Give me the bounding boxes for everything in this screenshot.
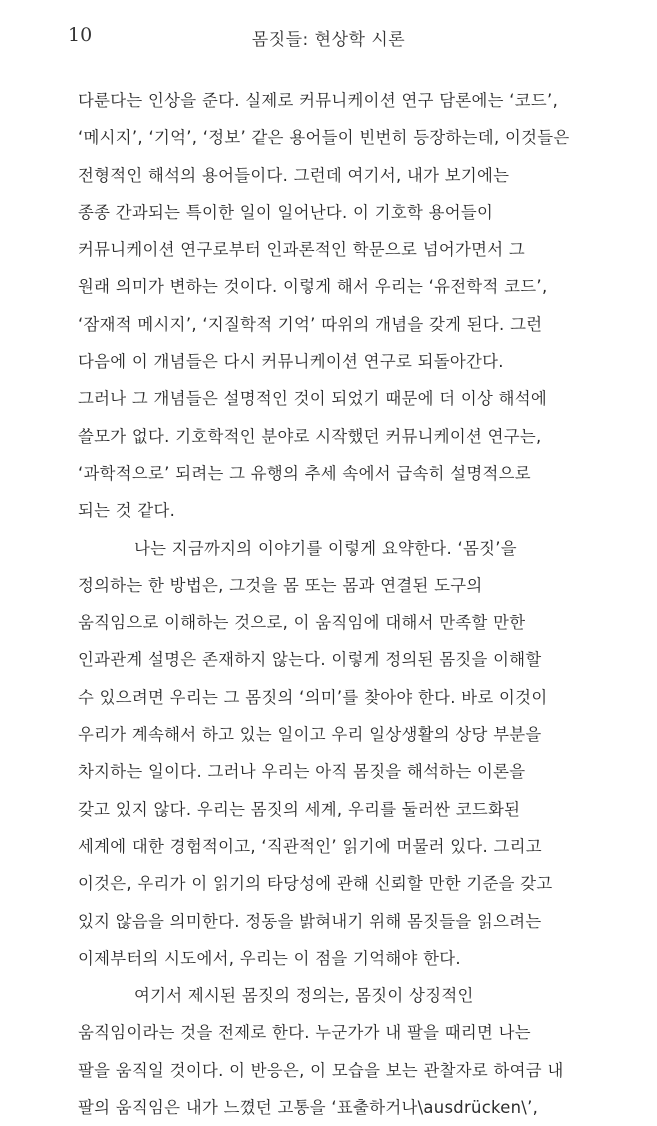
text-line: 이제부터의 시도에서, 우리는 이 점을 기억해야 한다. [78, 948, 461, 968]
text-line: 정의하는 한 방법은, 그것을 몸 또는 몸과 연결된 도구의 [78, 575, 483, 595]
text-line: 쓸모가 없다. 기호학적인 분야로 시작했던 커뮤니케이션 연구는, [78, 426, 542, 446]
paragraph-1 [78, 82, 593, 530]
text-line: 다룬다는 인상을 준다. 실제로 커뮤니케이션 연구 담론에는 ‘코드’, [78, 91, 559, 110]
text-line: 나는 지금까지의 이야기를 이렇게 요약한다. ‘몸짓’을 [134, 538, 517, 558]
text-line: ‘과학적으로’ 되려는 그 유행의 추세 속에서 급속히 설명적으로 [78, 463, 531, 483]
text-line: 갖고 있지 않다. 우리는 몸짓의 세계, 우리를 둘러싼 코드화된 [78, 799, 521, 819]
text-line: 여기서 제시된 몸짓의 정의는, 몸짓이 상징적인 [134, 986, 474, 1006]
text-line: 움직임으로 이해하는 것으로, 이 움직임에 대해서 만족할 만한 [78, 613, 526, 633]
text-line: 그러나 그 개념들은 설명적인 것이 되었기 때문에 더 이상 해석에 [78, 389, 548, 409]
text-line: 수 있으려면 우리는 그 몸짓의 ‘의미’를 찾아야 한다. 바로 이것이 [78, 687, 548, 707]
text-line: 세계에 대한 경험적이고, ‘직관적인’ 읽기에 머물러 있다. 그리고 [78, 836, 542, 856]
text-line: 이것은, 우리가 이 읽기의 타당성에 관해 신뢰할 만한 기준을 갖고 [78, 874, 553, 894]
text-line: 전형적인 해석의 용어들이다. 그런데 여기서, 내가 보기에는 [78, 165, 510, 185]
text-line: 차지하는 일이다. 그러나 우리는 아직 몸짓을 해석하는 이론을 [78, 762, 526, 782]
paragraph-3 [78, 977, 593, 1126]
text-line: 팔의 움직임은 내가 느꼈던 고통을 ‘표출하거나\ausdrücken\’, [78, 1098, 539, 1118]
text-line: 인과관계 설명은 존재하지 않는다. 이렇게 정의된 몸짓을 이해할 [78, 650, 542, 670]
text-line: 움직임이라는 것을 전제로 한다. 누군가가 내 팔을 때리면 나는 [78, 1023, 531, 1043]
text-line: 원래 의미가 변하는 것이다. 이렇게 해서 우리는 ‘유전학적 코드’, [78, 277, 548, 297]
text-line: 종종 간과되는 특이한 일이 일어난다. 이 기호학 용어들이 [78, 202, 494, 222]
page-number: 10 [68, 24, 93, 46]
body-text [78, 82, 593, 1126]
paragraph-2 [78, 530, 593, 978]
text-line: 커뮤니케이션 연구로부터 인과론적인 학문으로 넘어가면서 그 [78, 240, 526, 260]
text-line: 팔을 움직일 것이다. 이 반응은, 이 모습을 보는 관찰자로 하여금 내 [78, 1060, 564, 1080]
page-header [0, 22, 657, 52]
text-line: 있지 않음을 의미한다. 정동을 밝혀내기 위해 몸짓들을 읽으려는 [78, 911, 542, 931]
text-line: 되는 것 같다. [78, 501, 176, 521]
text-line: 우리가 계속해서 하고 있는 일이고 우리 일상생활의 상당 부분을 [78, 725, 542, 745]
running-title: 몸짓들: 현상학 시론 [251, 30, 406, 50]
text-line: ‘잠재적 메시지’, ‘지질학적 기억’ 따위의 개념을 갖게 된다. 그런 [78, 314, 543, 334]
text-line: ‘메시지’, ‘기억’, ‘정보’ 같은 용어들이 빈번히 등장하는데, 이것들은 [78, 128, 570, 148]
text-line: 다음에 이 개념들은 다시 커뮤니케이션 연구로 되돌아간다. [78, 352, 504, 372]
